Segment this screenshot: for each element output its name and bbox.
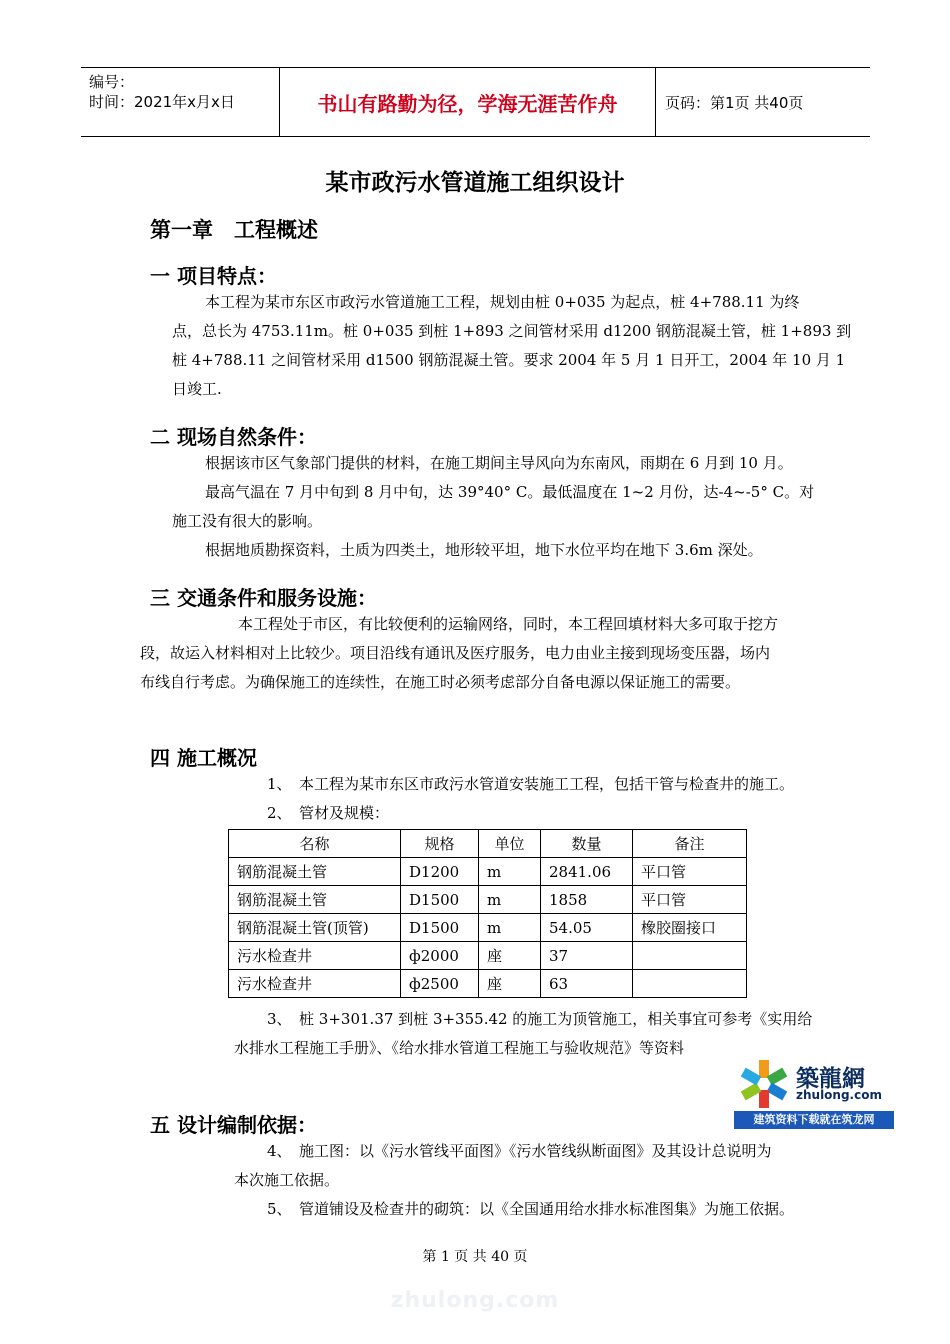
table-row [229,942,747,970]
table-cell: ф2000 [401,942,479,970]
table-header-cell: 数量 [541,830,633,858]
s4-item-3-line-1: 3、 桩 3+301.37 到桩 3+355.42 的施工为顶管施工，相关事宜可参考《实用给 [267,1010,813,1028]
s4-item-2: 2、 管材及规模： [267,804,390,822]
table-header-cell: 备注 [633,830,747,858]
number-label: 编号： [89,73,135,91]
table-cell: 橡胶圈接口 [633,914,747,942]
table-cell: 平口管 [633,886,747,914]
s3-line-1: 本工程处于市区，有比较便利的运输网络，同时，本工程回填材料大多可取于挖方 [238,615,779,633]
s2-line-2: 最高气温在 7 月中旬到 8 月中旬，达 39°40° C。最低温度在 1~2 月份，达-4~-5° C。对 [205,483,815,501]
table-cell: D1200 [401,858,479,886]
header-meta [81,68,280,136]
zhulong-logo [734,1056,894,1132]
section-1-heading: 一 项目特点： [150,264,277,288]
s5-item-4-line-1: 4、 施工图：以《污水管线平面图》《污水管线纵断面图》及其设计总说明为 [267,1142,772,1160]
table-cell: 54.05 [541,914,633,942]
time-label: 时间：2021年x月x日 [89,93,235,111]
table-cell: m [479,886,541,914]
logo-name: 築龍網 [796,1066,865,1092]
table-cell: 63 [541,970,633,998]
s3-line-3: 布线自行考虑。为确保施工的连续性，在施工时必须考虑部分自备电源以保证施工的需要。 [140,673,741,691]
pipe-spec-table [228,829,747,998]
table-cell [633,942,747,970]
table-cell: 2841.06 [541,858,633,886]
chapter-heading: 第一章 工程概述 [150,218,318,242]
snowflake-logo-icon [736,1058,792,1110]
table-row [229,970,747,998]
s4-item-1: 1、 本工程为某市东区市政污水管道安装施工工程，包括干管与检查井的施工。 [267,775,795,793]
table-cell: D1500 [401,914,479,942]
table-cell: 污水检查井 [229,970,401,998]
table-header-cell: 规格 [401,830,479,858]
table-cell: 钢筋混凝土管 [229,886,401,914]
table-cell: 钢筋混凝土管(顶管) [229,914,401,942]
s3-line-2: 段，故运入材料相对上比较少。项目沿线有通讯及医疗服务，电力由业主接到现场变压器，场内 [140,644,771,662]
s1-line-3: 桩 4+788.11 之间管材采用 d1500 钢筋混凝土管。要求 2004 年 5 月 1 日开工，2004 年 10 月 1 [172,351,846,369]
header-page-info: 页码：第1页 共40页 [665,93,804,112]
page-footer: 第 1 页 共 40 页 [422,1249,528,1265]
table-cell: D1500 [401,886,479,914]
table-cell: 1858 [541,886,633,914]
table-cell: m [479,858,541,886]
table-cell: ф2500 [401,970,479,998]
table-cell: 座 [479,970,541,998]
table-header-cell: 单位 [479,830,541,858]
page-header [81,67,870,137]
header-motto: 书山有路勤为径，学海无涯苦作舟 [280,68,656,136]
s5-item-4-line-2: 本次施工依据。 [234,1171,340,1189]
section-4-heading: 四 施工概况 [150,746,257,770]
s4-item-3-line-2: 水排水工程施工手册》、《给水排水管道工程施工与验收规范》等资料 [234,1039,685,1057]
section-2-heading: 二 现场自然条件： [150,425,317,449]
table-row [229,914,747,942]
table-cell: 污水检查井 [229,942,401,970]
table-cell: m [479,914,541,942]
logo-url: zhulong.com [796,1088,882,1102]
s1-line-4: 日竣工. [172,380,222,398]
s1-line-1: 本工程为某市东区市政污水管道施工工程，规划由桩 0+035 为起点，桩 4+788.11 为终 [205,293,800,311]
watermark: zhulong.com [390,1288,560,1313]
table-cell: 平口管 [633,858,747,886]
s2-line-1: 根据该市区气象部门提供的材料，在施工期间主导风向为东南风，雨期在 6 月到 10 月。 [205,454,793,472]
table-cell [633,970,747,998]
table-header-cell: 名称 [229,830,401,858]
section-5-heading: 五 设计编制依据： [150,1113,317,1137]
table-cell: 座 [479,942,541,970]
table-cell: 37 [541,942,633,970]
section-3-heading: 三 交通条件和服务设施： [150,586,377,610]
s5-item-5: 5、 管道铺设及检查井的砌筑：以《全国通用给水排水标准图集》为施工依据。 [267,1200,795,1218]
table-row [229,858,747,886]
table-header-row [229,830,747,858]
s2-line-4: 根据地质勘探资料，土质为四类土，地形较平坦，地下水位平均在地下 3.6m 深处。 [205,541,763,559]
table-row [229,886,747,914]
table-cell: 钢筋混凝土管 [229,858,401,886]
logo-tagline: 建筑资料下载就在筑龙网 [734,1111,894,1129]
s2-line-3: 施工没有很大的影响。 [172,512,323,530]
document-title: 某市政污水管道施工组织设计 [325,170,625,196]
s1-line-2: 点，总长为 4753.11m。桩 0+035 到桩 1+893 之间管材采用 d1200 钢筋混凝土管，桩 1+893 到 [172,322,852,340]
